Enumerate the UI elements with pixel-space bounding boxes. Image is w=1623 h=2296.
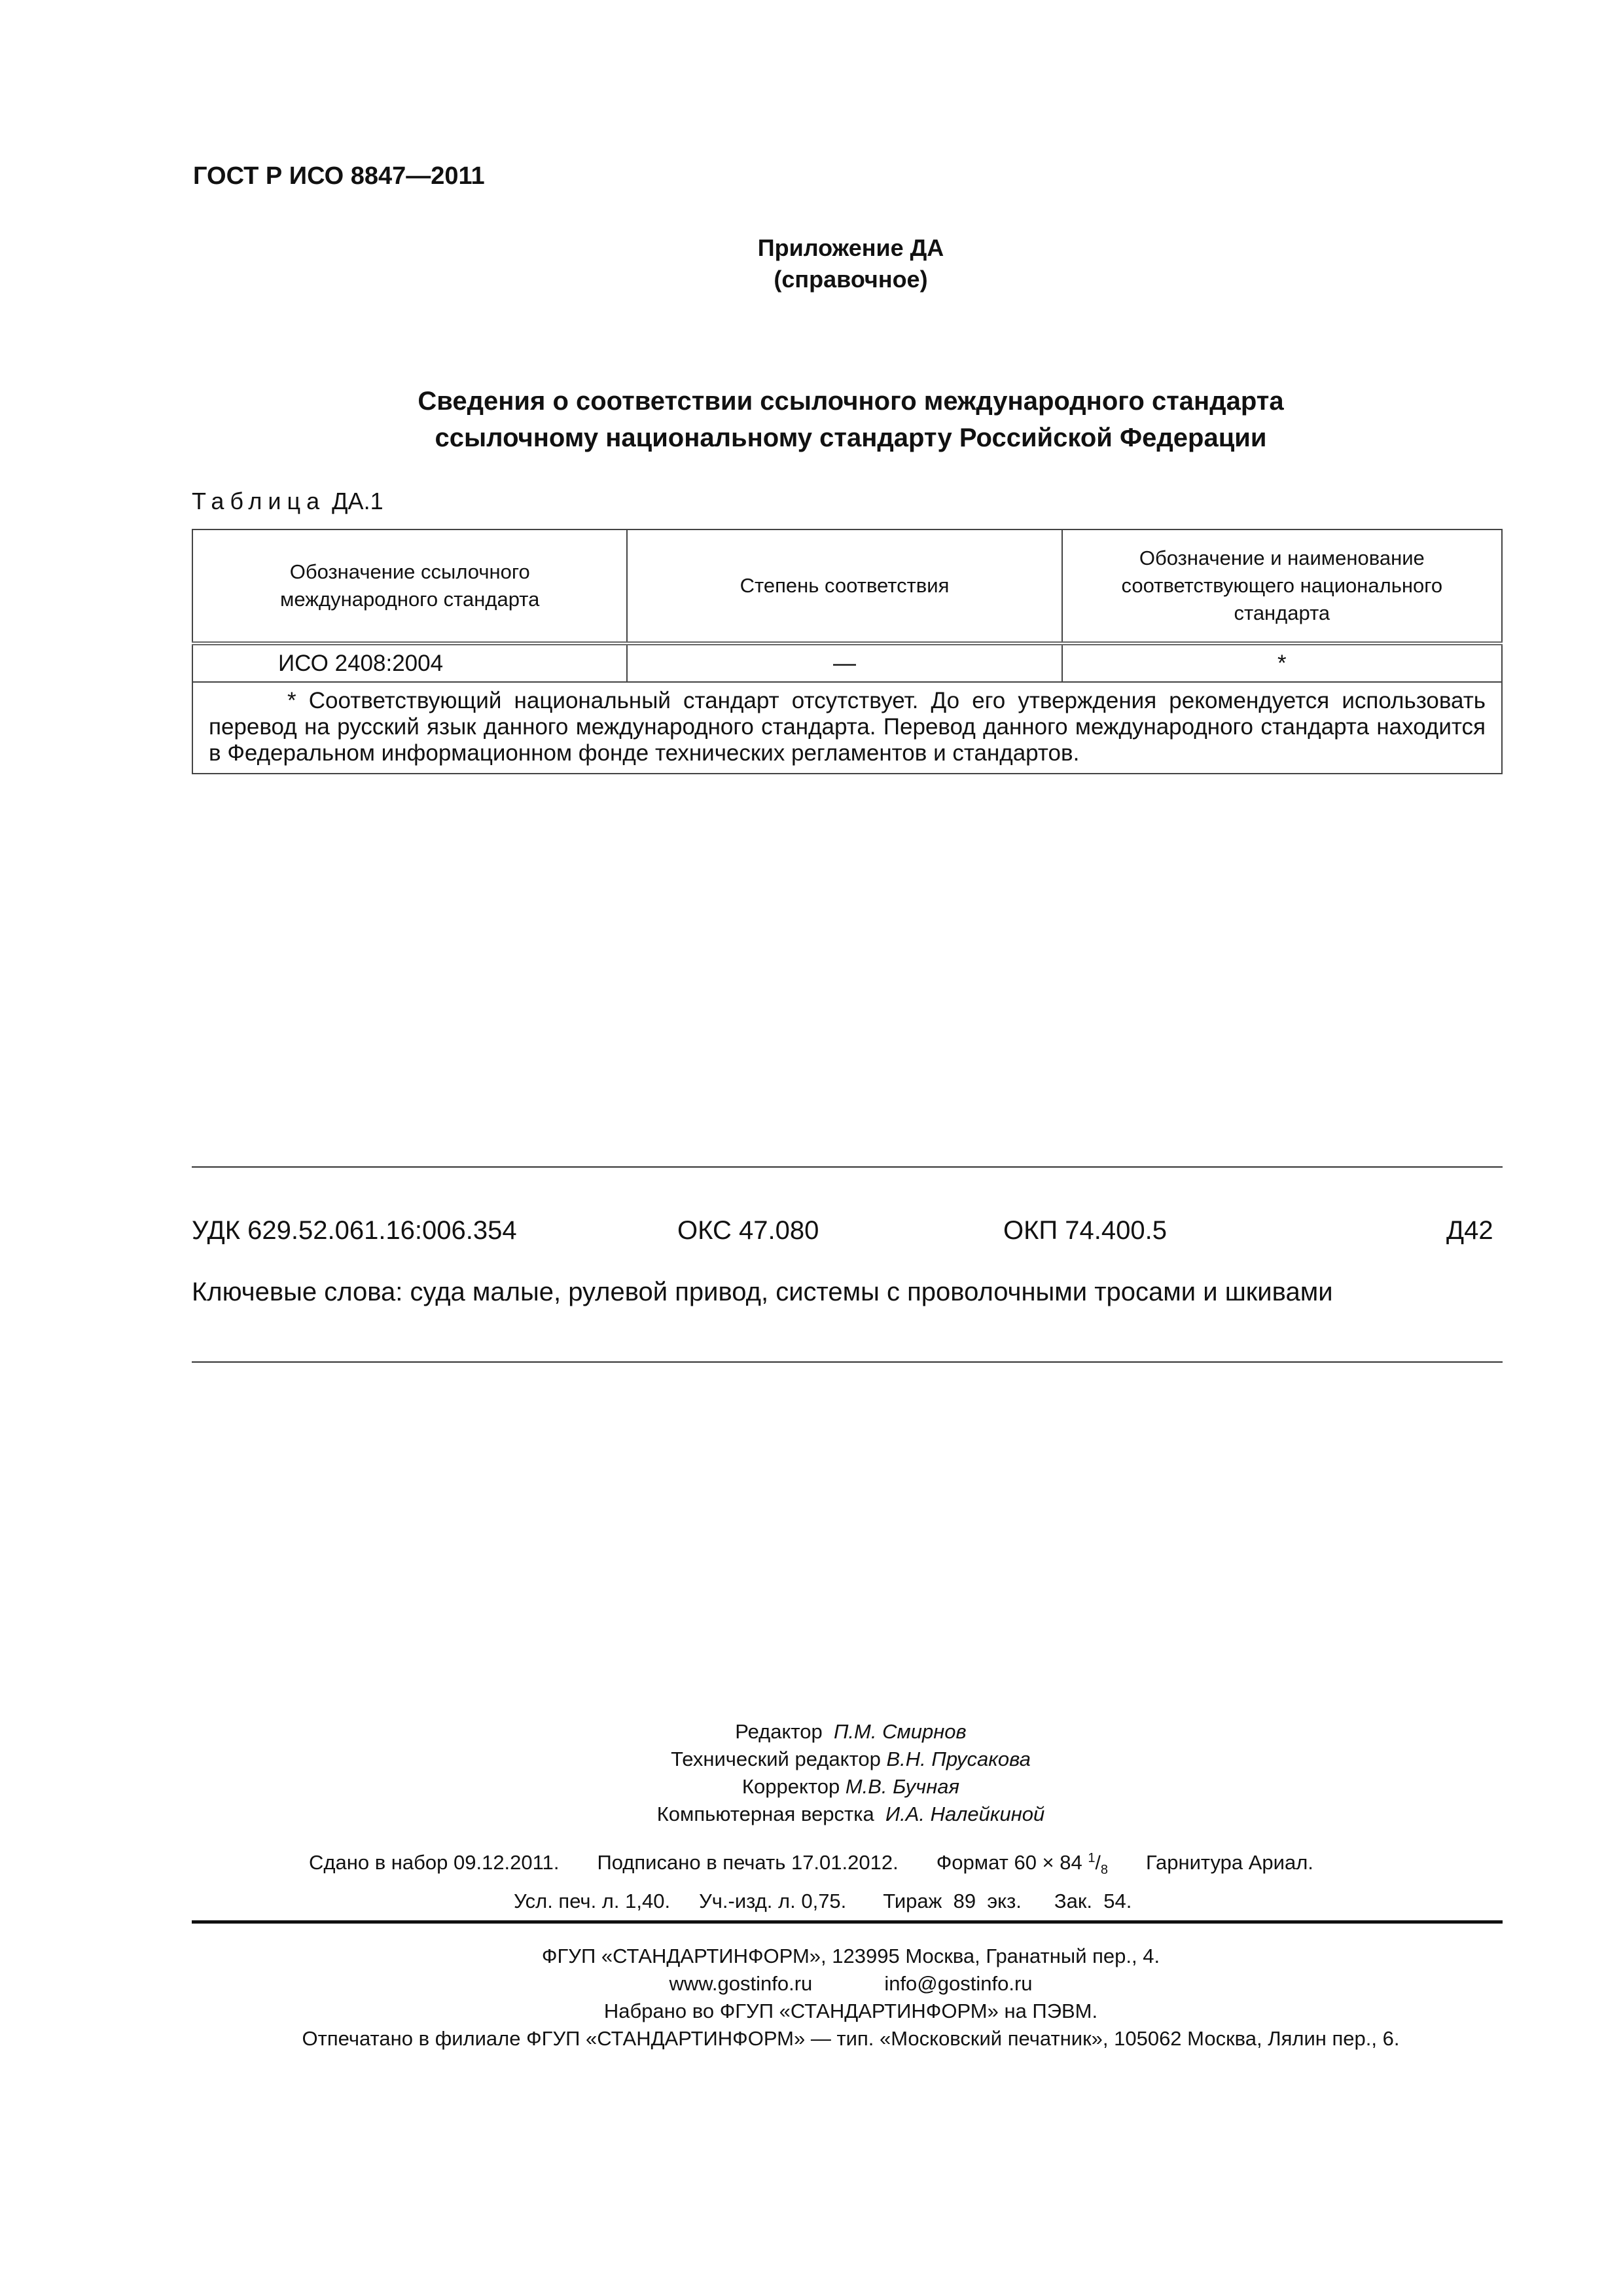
header-cell-degree: Степень соответствия xyxy=(627,529,1061,643)
section-heading xyxy=(0,383,1623,456)
divider-bottom xyxy=(192,1361,1503,1363)
publisher-typeset: Набрано во ФГУП «СТАНДАРТИНФОРМ» на ПЭВМ. xyxy=(603,2000,1098,2022)
publisher-contacts xyxy=(0,1970,1623,1998)
credit-tech-editor: Технический редактор В.Н. Прусакова xyxy=(671,1748,1031,1770)
publisher-email: info@gostinfo.ru xyxy=(884,1972,1033,1995)
appendix-type: (справочное) xyxy=(774,266,928,293)
credits-block xyxy=(0,1718,1623,1828)
table-cell: * xyxy=(1062,643,1502,682)
divider-publisher xyxy=(192,1920,1503,1924)
table-label-number: ДА.1 xyxy=(332,488,383,514)
header-cell-national-standard: Обозначение и наименование соответствующего национального стандарта xyxy=(1062,529,1502,643)
heading-line-2: ссылочному национальному стандарту Российской Федерации xyxy=(435,423,1267,452)
header-cell-reference-standard: Обозначение ссылочного международного стандарта xyxy=(192,529,627,643)
print-info-line-2: Усл. печ. л. 1,40. Уч.-изд. л. 0,75. Тираж 89 экз. Зак. 54. xyxy=(514,1890,1132,1912)
divider-top xyxy=(192,1166,1503,1168)
format-fraction: $^1/_8$ xyxy=(1088,1851,1108,1877)
publisher-block xyxy=(0,1943,1623,2053)
table-label-prefix: Таблица xyxy=(192,488,326,514)
publisher-address: ФГУП «СТАНДАРТИНФОРМ», 123995 Москва, Гранатный пер., 4. xyxy=(541,1945,1160,1967)
keywords: Ключевые слова: суда малые, рулевой привод, системы с проволочными тросами и шкивами xyxy=(192,1278,1333,1306)
appendix-block xyxy=(0,232,1623,295)
correspondence-table xyxy=(192,529,1503,774)
credit-layout: Компьютерная верстка И.А. Налейкиной xyxy=(656,1803,1045,1825)
credit-editor: Редактор П.М. Смирнов xyxy=(735,1720,967,1743)
table-note-row xyxy=(192,682,1502,774)
oks-code: ОКС 47.080 xyxy=(677,1216,819,1245)
publisher-printed: Отпечатано в филиале ФГУП «СТАНДАРТИНФОРМ» — тип. «Московский печатник», 105062 Москва, Лялин пер., 6. xyxy=(302,2027,1400,2050)
table-note: * Соответствующий национальный стандарт отсутствует. До его утверждения рекомендуется использовать перевод на русский язык данного международного стандарта. Перевод данного международного стандарта находится в Федеральном информационном фонде технических регламентов и стандартов. xyxy=(192,682,1502,774)
heading-line-1: Сведения о соответствии ссылочного международного стандарта xyxy=(418,387,1284,416)
table-label xyxy=(192,488,383,515)
table-cell: ИСО 2408:2004 xyxy=(192,643,627,682)
document-code: ГОСТ Р ИСО 8847—2011 xyxy=(193,162,485,190)
table-cell: — xyxy=(627,643,1061,682)
okp-code: ОКП 74.400.5 xyxy=(1003,1216,1167,1245)
table-header-row xyxy=(192,529,1502,643)
print-info-line-1: Сдано в набор 09.12.2011. Подписано в печать 17.01.2012. Формат 60 × 84 $^1/_8$ Гарнитура Ариал. xyxy=(309,1851,1313,1877)
appendix-title: Приложение ДА xyxy=(757,234,944,261)
group-code: Д42 xyxy=(1446,1216,1493,1245)
udk-code: УДК 629.52.061.16:006.354 xyxy=(192,1216,517,1245)
credit-proofreader: Корректор М.В. Бучная xyxy=(741,1775,960,1798)
table-row xyxy=(192,643,1502,682)
publisher-site: www.gostinfo.ru xyxy=(669,1972,813,1995)
